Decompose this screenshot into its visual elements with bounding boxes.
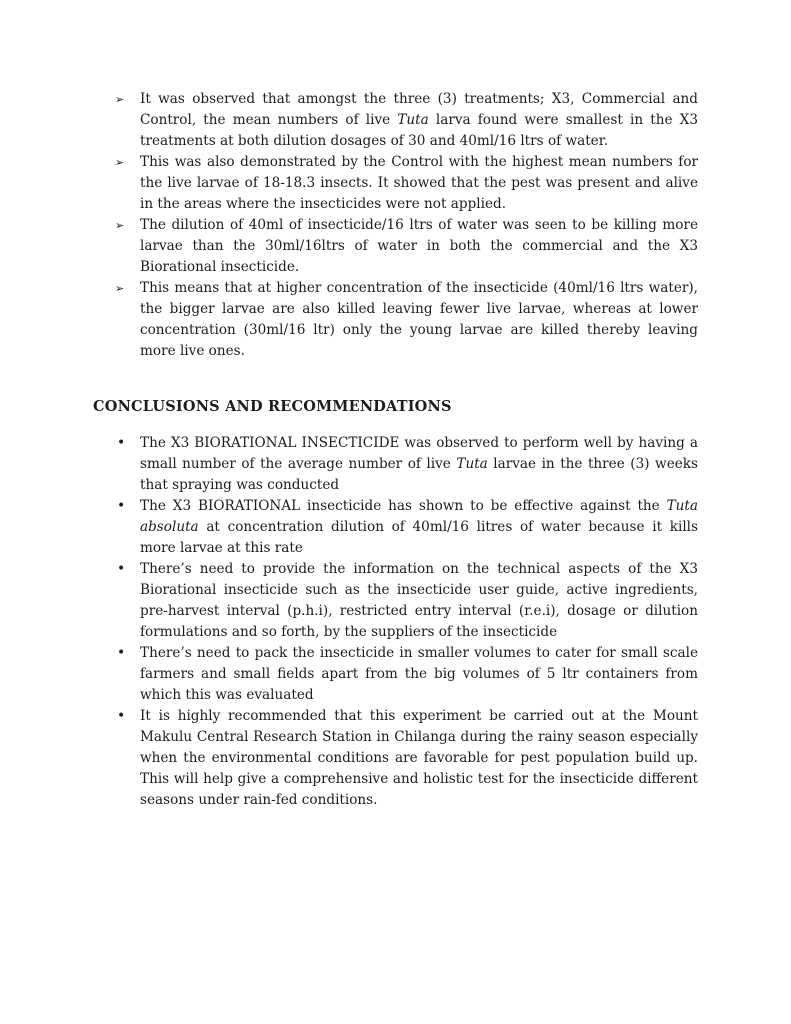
observations-list [93,89,698,362]
list-item-text: There’s need to pack the insecticide in smaller volumes to cater for small scale farmers and small fields apart from the big volumes of 5 ltr containers from which this was evaluated [140,645,698,703]
list-item-text: This means that at higher concentration of the insecticide (40ml/16 ltrs water), the bigger larvae are also killed leaving fewer live larvae, whereas at lower concentration (30ml/16 ltr) only the young larvae are killed thereby leaving more live ones. [140,280,698,359]
round-bullet-icon: • [117,435,126,451]
list-item [93,215,698,278]
list-item-text: There’s need to provide the information on the technical aspects of the X3 Biorational insecticide such as the insecticide user guide, active ingredients, pre-harvest interval (p.h.i), restricted entry interval (r.e.i), dosage or dilution formulations and so forth, by the suppliers of the insecticide [140,561,698,640]
list-item [93,152,698,215]
arrowhead-bullet-icon: ➢ [115,219,125,232]
round-bullet-icon: • [117,645,126,661]
list-item-text: It was observed that amongst the three (3) treatments; X3, Commercial and Control, the mean numbers of live Tuta larva found were smallest in the X3 treatments at both dilution dosages of 30 and 40ml/16 ltrs of water. [140,91,698,149]
list-item [93,706,698,811]
arrowhead-bullet-icon: ➢ [115,156,125,169]
list-item-text: The dilution of 40ml of insecticide/16 ltrs of water was seen to be killing more larvae than the 30ml/16ltrs of water in both the commercial and the X3 Biorational insecticide. [140,217,698,275]
round-bullet-icon: • [117,561,126,577]
list-item [93,559,698,643]
list-item [93,643,698,706]
section-heading: CONCLUSIONS AND RECOMMENDATIONS [93,398,452,415]
list-item [93,433,698,496]
conclusions-list [93,433,698,811]
list-item-text: The X3 BIORATIONAL INSECTICIDE was observed to perform well by having a small number of the average number of live Tuta larvae in the three (3) weeks that spraying was conducted [140,435,698,493]
round-bullet-icon: • [117,498,126,514]
round-bullet-icon: • [117,708,126,724]
list-item-text: The X3 BIORATIONAL insecticide has shown to be effective against the Tuta absoluta at concentration dilution of 40ml/16 litres of water because it kills more larvae at this rate [140,498,698,556]
list-item [93,89,698,152]
list-item-text: This was also demonstrated by the Control with the highest mean numbers for the live larvae of 18-18.3 insects. It showed that the pest was present and alive in the areas where the insecticides were not applied. [140,154,698,212]
list-item-text: It is highly recommended that this experiment be carried out at the Mount Makulu Central Research Station in Chilanga during the rainy season especially when the environmental conditions are favorable for pest population build up. This will help give a comprehensive and holistic test for the insecticide different seasons under rain-fed conditions. [140,708,698,808]
page-content [93,89,698,811]
list-item [93,496,698,559]
list-item [93,278,698,362]
arrowhead-bullet-icon: ➢ [115,282,125,295]
arrowhead-bullet-icon: ➢ [115,93,125,106]
